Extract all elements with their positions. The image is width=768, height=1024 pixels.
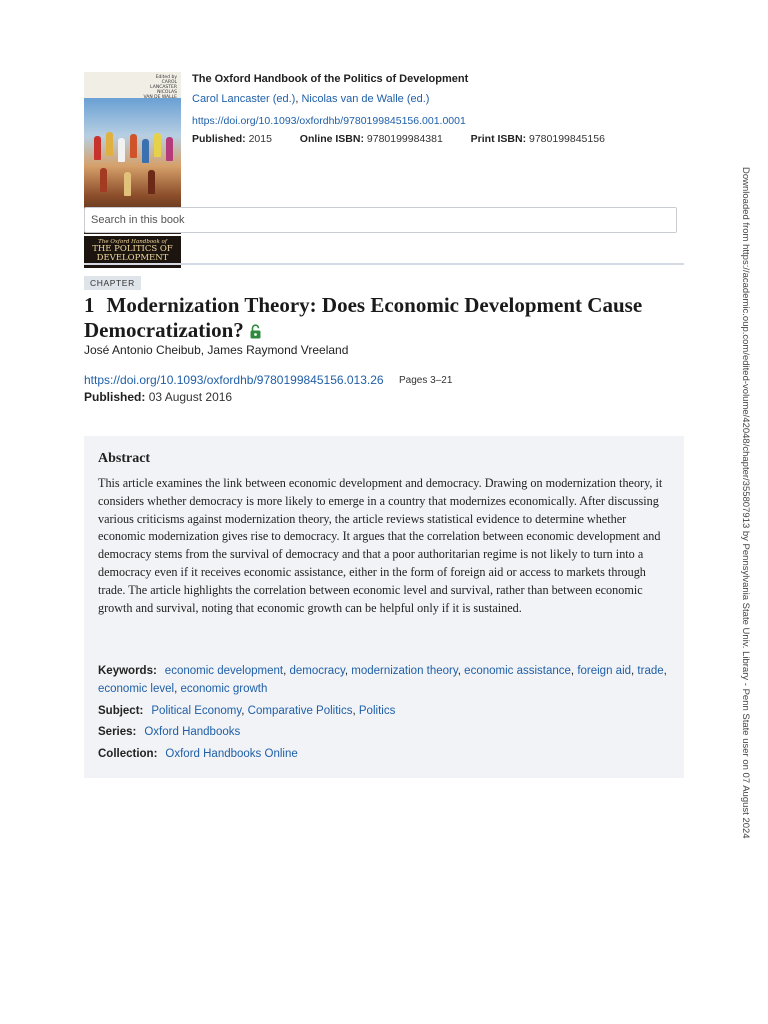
collection-row — [98, 745, 673, 763]
chapter-published — [84, 390, 232, 404]
collection-link[interactable]: Oxford Handbooks Online — [165, 748, 298, 760]
open-lock-icon — [250, 320, 261, 345]
online-isbn-value: 9780199984381 — [366, 133, 443, 145]
book-title[interactable]: The Oxford Handbook of the Politics of Development — [192, 73, 469, 85]
subject-row: Subject: Political Economy, Comparative Politics, Politics — [98, 705, 396, 717]
abstract-text: This article examines the link between economic development and democracy. Drawing on modernization theory, it considers whether democracy is more likely to emerge in a country that modernizes economically. After discussing various criticisms against modernization theory, the article reviews statistical evidence to determine whether economic modernization gives rise to democracy. It argues that the correlation between economic development and democracy stems from the survival of democracy and that a poor authoritarian regime is not likely to turn into a democracy even if it receives economic assistance, either in the form of foreign aid or access to markets through trade. The article highlights the correlation between economic level and survival, rather than between economic growth and survival, noting that economic growth can be helpful only if it is sustained. — [98, 476, 663, 615]
book-meta — [192, 133, 605, 145]
subject-link[interactable]: Comparative Politics — [247, 705, 353, 717]
keyword-link[interactable]: economic growth — [180, 683, 268, 695]
subject-link[interactable]: Politics — [358, 705, 396, 717]
chapter-published-value: 03 August 2016 — [148, 390, 233, 404]
abstract-heading: Abstract — [98, 451, 151, 466]
chapter-title-text: Modernization Theory: Does Economic Development Cause Democratization? — [84, 293, 643, 342]
cover-title: The Oxford Handbook of THE POLITICS OF DEVELOPMENT — [84, 236, 181, 268]
published-value: 2015 — [248, 133, 272, 145]
subject-label: Subject: — [98, 705, 144, 717]
section-divider — [84, 263, 684, 265]
series-link[interactable]: Oxford Handbooks — [144, 726, 241, 738]
editor-link[interactable]: Carol Lancaster (ed.) — [192, 93, 296, 105]
keyword-link[interactable]: economic assistance — [464, 665, 571, 677]
chapter-number: 1 — [84, 293, 95, 317]
chapter-title — [84, 293, 654, 345]
series-row — [98, 723, 673, 741]
download-watermark: Downloaded from https://academic.oup.com/edited-volume/42048/chapter/355807913 by Pennsylvania State Univ. Library - Penn State user on 07 August 2024 — [740, 167, 751, 839]
chapter-authors: José Antonio Cheibub, James Raymond Vreeland — [84, 343, 349, 357]
keyword-link[interactable]: trade — [637, 665, 664, 677]
print-isbn-label: Print ISBN: — [470, 133, 527, 145]
print-isbn-value: 9780199845156 — [529, 133, 605, 145]
series-label: Series: — [98, 726, 137, 738]
chapter-doi-link[interactable]: https://doi.org/10.1093/oxfordhb/9780199845156.013.26 — [84, 373, 384, 387]
search-in-book-input[interactable] — [84, 207, 677, 233]
book-cover[interactable] — [84, 72, 181, 263]
online-isbn-label: Online ISBN: — [299, 133, 364, 145]
published-label: Published: — [192, 133, 246, 145]
book-editors: Carol Lancaster (ed.), Nicolas van de Walle (ed.) — [192, 93, 430, 105]
cover-editors: Edited by CAROL LANCASTER NICOLAS — [84, 72, 181, 98]
chapter-published-label: Published: — [84, 390, 146, 404]
keyword-link[interactable]: economic development — [164, 665, 284, 677]
book-doi-link[interactable]: https://doi.org/10.1093/oxfordhb/9780199845156.001.0001 — [192, 115, 466, 127]
keyword-link[interactable]: modernization theory — [351, 665, 458, 677]
keywords-label: Keywords: — [98, 665, 157, 677]
keyword-link[interactable]: democracy — [289, 665, 345, 677]
keyword-link[interactable]: economic level — [98, 683, 175, 695]
collection-label: Collection: — [98, 748, 158, 760]
chapter-pages: Pages 3–21 — [399, 375, 453, 386]
keyword-link[interactable]: foreign aid — [577, 665, 632, 677]
keywords-row: Keywords: economic development, democracy, modernization theory, economic assistance, foreign aid, trade, economic level, economic growth — [98, 665, 667, 695]
editor-link[interactable]: Nicolas van de Walle (ed.) — [301, 93, 430, 105]
content-type-badge: CHAPTER — [84, 276, 141, 290]
subject-link[interactable]: Political Economy — [151, 705, 242, 717]
